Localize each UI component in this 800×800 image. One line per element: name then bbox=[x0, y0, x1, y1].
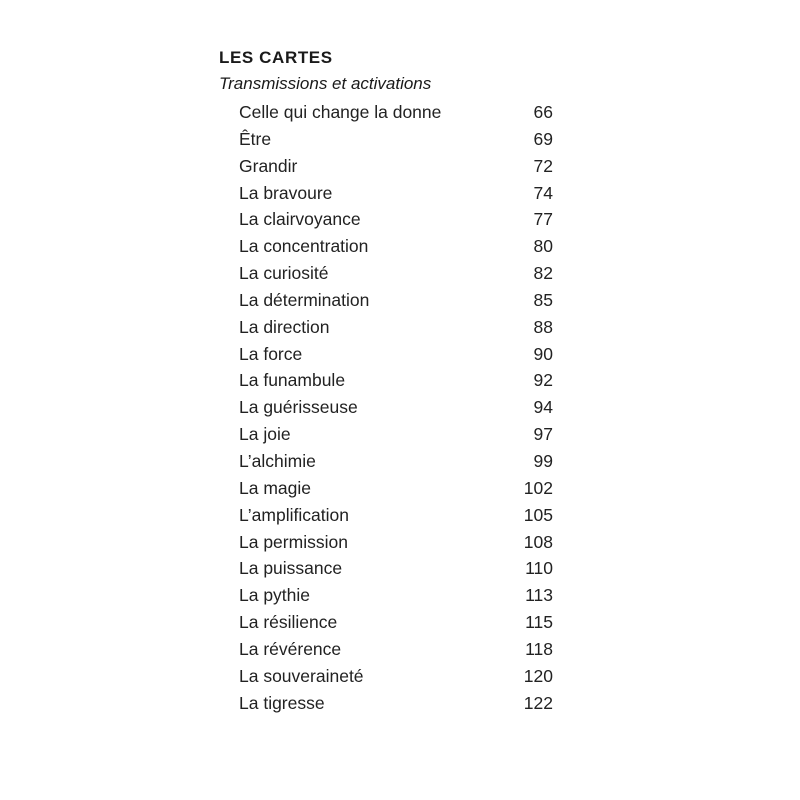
toc-entry-page-number: 97 bbox=[533, 424, 553, 445]
toc-entry bbox=[219, 636, 579, 663]
toc-entry-page-number: 85 bbox=[533, 289, 553, 310]
toc-entry-page-number: 94 bbox=[533, 397, 553, 418]
toc-entry bbox=[219, 341, 579, 368]
toc-entry-list bbox=[219, 99, 579, 716]
toc-entry-title: La souveraineté bbox=[239, 665, 364, 686]
toc-entry-page-number: 118 bbox=[525, 638, 553, 659]
toc-entry-page-number: 99 bbox=[533, 450, 553, 471]
toc-entry-title: La curiosité bbox=[239, 263, 329, 284]
toc-entry-title: La clairvoyance bbox=[239, 209, 361, 230]
toc-entry bbox=[219, 582, 579, 609]
toc-entry bbox=[219, 260, 579, 287]
toc-entry-title: La tigresse bbox=[239, 692, 325, 713]
toc-entry bbox=[219, 233, 579, 260]
toc-entry-page-number: 82 bbox=[533, 263, 553, 284]
toc-entry-page-number: 74 bbox=[533, 182, 553, 203]
toc-entry-page-number: 120 bbox=[523, 665, 553, 686]
toc-entry-page-number: 90 bbox=[533, 343, 553, 364]
toc-entry-title: La pythie bbox=[239, 585, 311, 606]
toc-entry-title: La résilience bbox=[239, 612, 338, 633]
toc-entry-title: Celle qui change la donne bbox=[239, 102, 442, 122]
toc-entry-page-number: 115 bbox=[525, 612, 553, 633]
toc-entry bbox=[219, 394, 579, 421]
toc-entry-title: La bravoure bbox=[239, 182, 333, 203]
toc-entry-page-number: 105 bbox=[523, 504, 553, 525]
toc-entry-title: La détermination bbox=[239, 289, 370, 310]
toc-entry-page-number: 108 bbox=[523, 531, 553, 552]
toc-entry-title: La force bbox=[239, 343, 303, 364]
toc-entry-title: La permission bbox=[239, 531, 348, 552]
toc-entry bbox=[219, 180, 579, 207]
toc-entry-title: La direction bbox=[239, 316, 330, 337]
toc-entry-title: La révérence bbox=[239, 638, 342, 659]
toc-entry-title: La joie bbox=[239, 424, 291, 445]
toc-entry bbox=[219, 367, 579, 394]
toc-entry-title: La magie bbox=[239, 477, 311, 498]
toc-entry-title: L’alchimie bbox=[239, 450, 316, 471]
toc-entry-page-number: 80 bbox=[533, 236, 553, 257]
toc-entry-page-number: 122 bbox=[523, 692, 553, 713]
toc-entry-title: La puissance bbox=[239, 558, 343, 579]
toc-entry-title: La funambule bbox=[239, 370, 346, 391]
toc-entry bbox=[219, 529, 579, 556]
toc-entry-page-number: 66 bbox=[533, 102, 553, 122]
toc-entry-page-number: 102 bbox=[523, 477, 553, 498]
toc-entry bbox=[219, 421, 579, 448]
toc-entry-page-number: 88 bbox=[533, 316, 553, 337]
toc-entry-page-number: 113 bbox=[525, 585, 553, 606]
toc-entry bbox=[219, 206, 579, 233]
toc-entry bbox=[219, 502, 579, 529]
toc-entry-title: La guérisseuse bbox=[239, 397, 358, 418]
toc-entry bbox=[219, 690, 579, 717]
toc-entry bbox=[219, 663, 579, 690]
toc-entry bbox=[219, 287, 579, 314]
toc-entry bbox=[219, 448, 579, 475]
toc-entry bbox=[219, 555, 579, 582]
toc-entry bbox=[219, 126, 579, 153]
toc-entry-title: La concentration bbox=[239, 236, 369, 257]
toc-entry-title: Être bbox=[239, 128, 272, 149]
toc-entry bbox=[219, 99, 579, 126]
toc-entry-page-number: 110 bbox=[525, 558, 553, 579]
toc-entry-page-number: 69 bbox=[533, 128, 553, 149]
toc-entry bbox=[219, 314, 579, 341]
table-of-contents bbox=[219, 46, 579, 716]
toc-entry-title: Grandir bbox=[239, 155, 298, 176]
toc-entry bbox=[219, 153, 579, 180]
toc-entry bbox=[219, 475, 579, 502]
section-title: LES CARTES bbox=[219, 48, 333, 67]
toc-entry-page-number: 72 bbox=[533, 155, 553, 176]
toc-entry-title: L’amplification bbox=[239, 504, 349, 525]
toc-entry bbox=[219, 609, 579, 636]
section-subtitle: Transmissions et activations bbox=[219, 74, 432, 93]
toc-entry-page-number: 92 bbox=[533, 370, 553, 391]
toc-entry-page-number: 77 bbox=[533, 209, 553, 230]
